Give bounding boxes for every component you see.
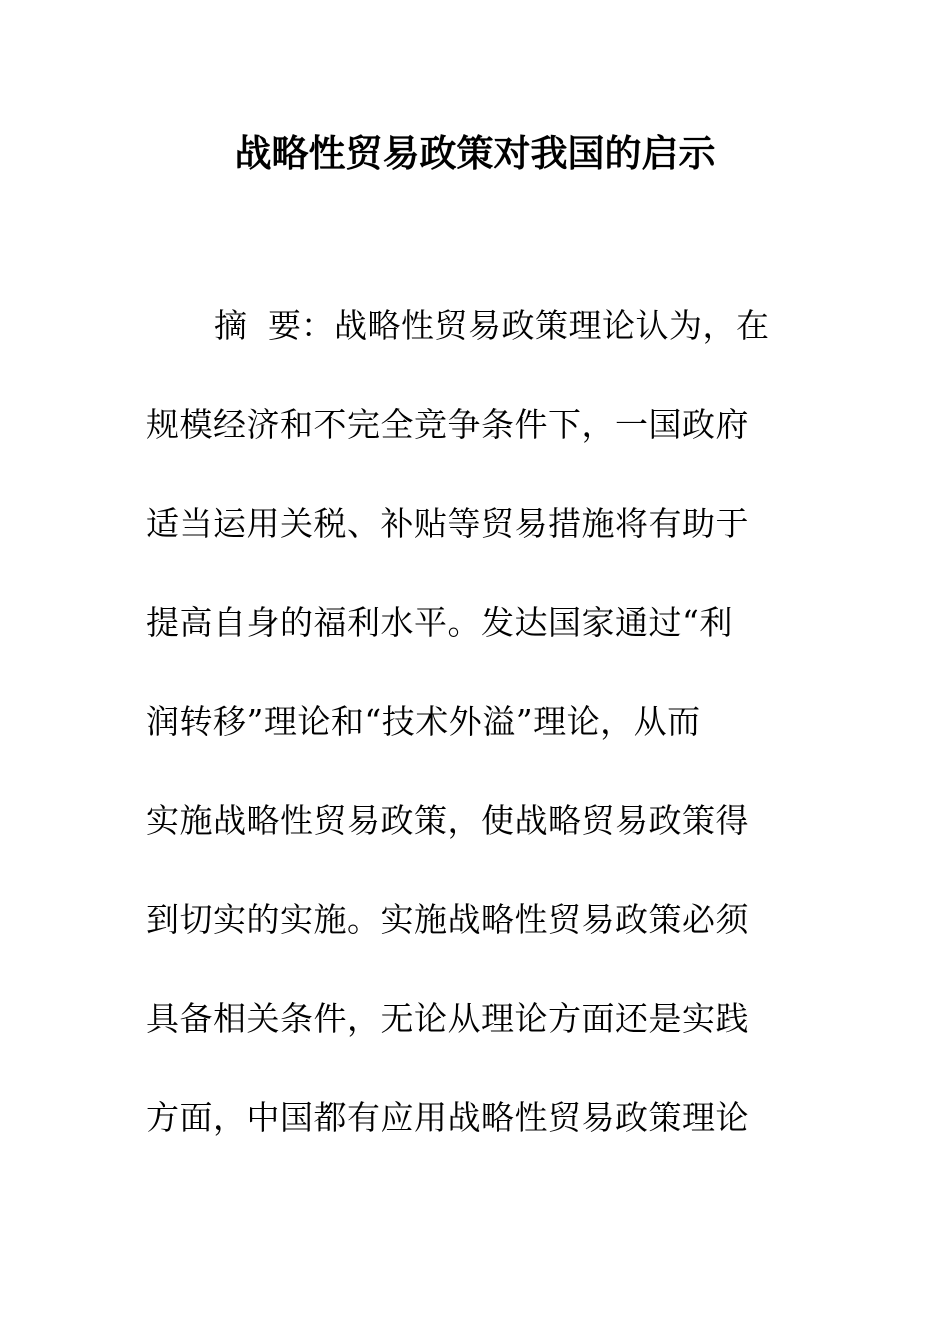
abstract-line-8: 具备相关条件，无论从理论方面还是实践 bbox=[146, 999, 749, 1038]
document-title: 战略性贸易政策对我国的启示 bbox=[234, 131, 716, 175]
abstract-line-9: 方面，中国都有应用战略性贸易政策理论 bbox=[146, 1098, 749, 1137]
abstract-line-text: 战略性贸易政策理论认为，在 bbox=[333, 306, 770, 345]
abstract-line-3: 适当运用关税、补贴等贸易措施将有助于 bbox=[146, 504, 749, 543]
abstract-line-1 bbox=[146, 300, 806, 399]
abstract-line-7: 到切实的实施。实施战略性贸易政策必须 bbox=[146, 900, 749, 939]
abstract-line-6: 实施战略性贸易政策，使战略贸易政策得 bbox=[146, 801, 749, 840]
abstract-line-2: 规模经济和不完全竞争条件下，一国政府 bbox=[146, 405, 749, 444]
abstract-line-4: 提高自身的福利水平。发达国家通过“利 bbox=[146, 603, 733, 642]
abstract-line-5: 润转移”理论和“技术外溢”理论，从而 bbox=[146, 702, 701, 741]
abstract-label: 摘 要： bbox=[214, 306, 334, 345]
abstract-body bbox=[146, 300, 806, 1191]
